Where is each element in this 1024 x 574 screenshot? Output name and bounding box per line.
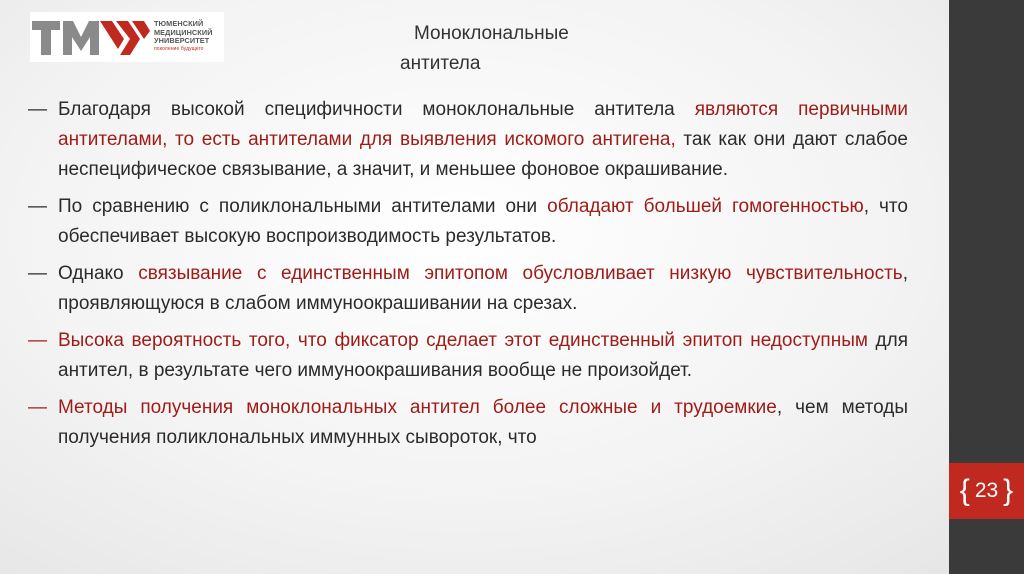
bullet-text: Благодаря высокой специфичности моноклональные антитела являются первичными антителами, то есть антителами для выявления искомого антигена, так как они дают слабое неспецифическое связывание, а значит, и меньшее фоновое окрашивание. — [58, 99, 908, 180]
bullet-list — [28, 95, 908, 460]
bullet-text: Методы получения моноклональных антител более сложные и трудоемкие, чем методы получения поликлональных иммунных сывороток, что — [58, 397, 909, 448]
page-number-badge: { 23 } — [949, 463, 1024, 519]
bullet-item — [28, 95, 908, 185]
bullet-dash: — — [28, 397, 47, 418]
bullet-text: По сравнению с поликлональными антителами они обладают большей гомогенностью, что обеспечивает высокую воспроизводимость результатов. — [58, 196, 908, 247]
logo-text: ТЮМЕНСКИЙ МЕДИЦИНСКИЙ УНИВЕРСИТЕТ поколение будущего — [154, 19, 213, 53]
bullet-item — [28, 192, 908, 252]
university-logo — [30, 12, 224, 62]
logo-tagline: поколение будущего — [154, 46, 204, 53]
slide-title — [380, 19, 640, 79]
bullet-item — [28, 326, 908, 386]
tmu-logo-icon — [32, 15, 150, 59]
page-number: 23 — [974, 479, 999, 502]
bullet-text: Однако связывание с единственным эпитопом обусловливает низкую чувствительность, проявляющуюся в слабом иммуноокрашивании на срезах. — [58, 263, 908, 314]
bullet-dash: — — [28, 263, 47, 284]
bullet-item — [28, 393, 908, 453]
title-line-1: Моноклональные — [414, 23, 569, 44]
bullet-item — [28, 259, 908, 319]
bullet-dash: — — [28, 99, 47, 120]
bullet-dash: — — [28, 196, 47, 217]
bullet-dash: — — [28, 330, 47, 351]
bullet-text: Высока вероятность того, что фиксатор сделает этот единственный эпитоп недоступным для антител, в результате чего иммуноокрашивания вообще не произойдет. — [58, 330, 908, 381]
title-line-2: антитела — [400, 53, 481, 74]
